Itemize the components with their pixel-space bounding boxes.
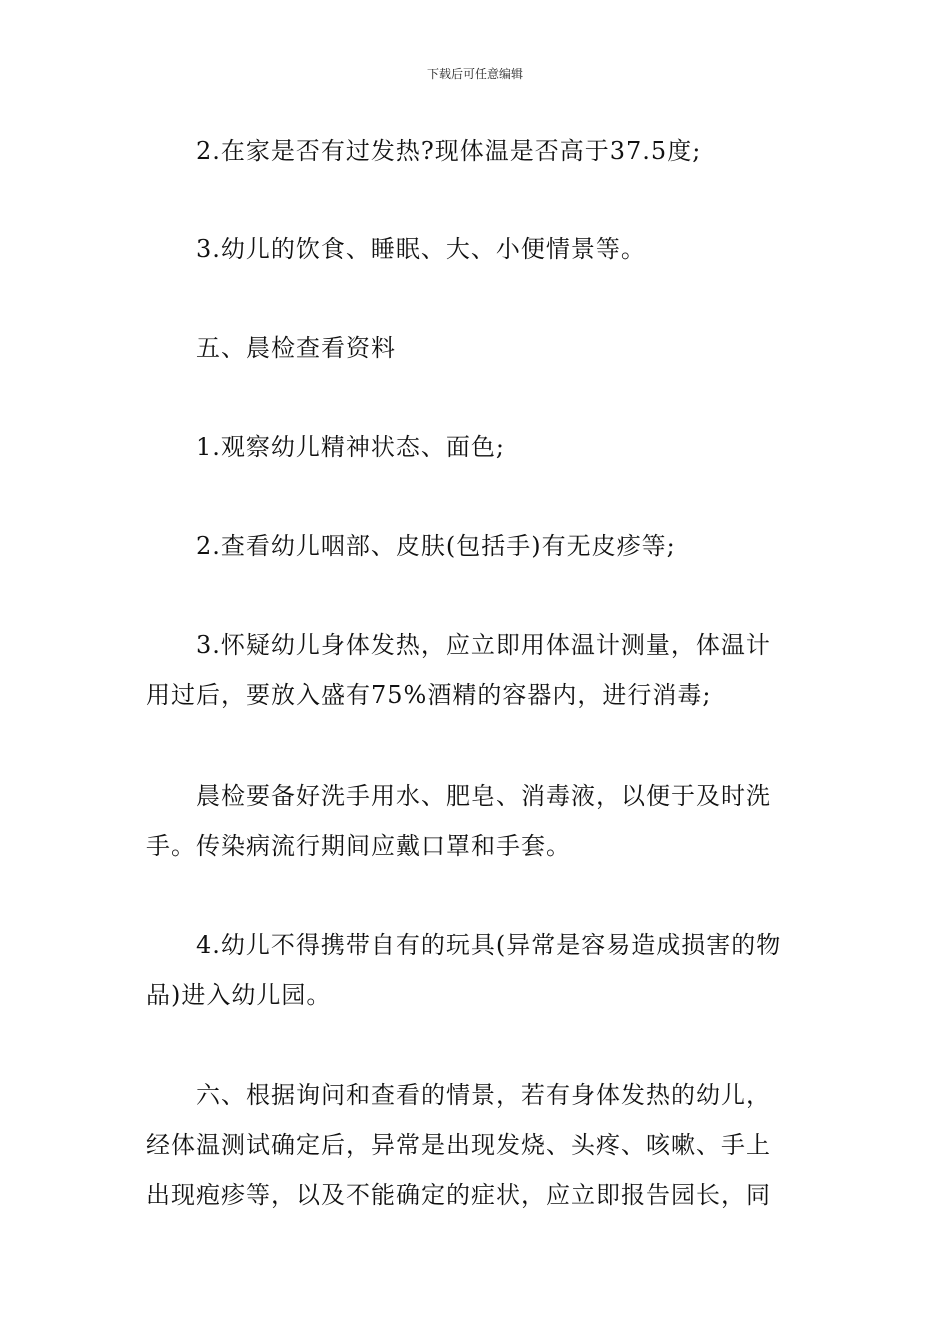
- text-line: 2.查看幼儿咽部、皮肤(包括手)有无皮疹等;: [196, 532, 676, 560]
- section-paragraph-report-fever: [146, 1070, 806, 1220]
- page-header: 下载后可任意编辑: [426, 67, 523, 81]
- text-line: 经体温测试确定后，异常是出现发烧、头疼、咳嗽、手上: [146, 1131, 771, 1159]
- text-line: 五、晨检查看资料: [196, 334, 396, 362]
- text-line: 手。传染病流行期间应戴口罩和手套。: [146, 832, 571, 860]
- text-line: 1.观察幼儿精神状态、面色;: [196, 433, 505, 461]
- paragraph-fever-check: [146, 126, 806, 176]
- text-line: 3.怀疑幼儿身体发热，应立即用体温计测量，体温计: [196, 631, 771, 659]
- text-line: 4.幼儿不得携带自有的玩具(异常是容易造成损害的物: [196, 931, 782, 959]
- text-line: 用过后，要放入盛有75%酒精的容器内，进行消毒;: [146, 681, 712, 709]
- paragraph-diet-sleep: [146, 224, 806, 274]
- paragraph-check-throat-skin: [146, 521, 806, 571]
- paragraph-thermometer: [146, 620, 806, 720]
- text-line: 晨检要备好洗手用水、肥皂、消毒液，以便于及时洗: [196, 782, 771, 810]
- text-line: 出现疱疹等，以及不能确定的症状，应立即报告园长，同: [146, 1181, 771, 1209]
- paragraph-handwash-supplies: [146, 771, 806, 871]
- text-line: 品)进入幼儿园。: [146, 981, 332, 1009]
- text-line: 六、根据询问和查看的情景，若有身体发热的幼儿，: [196, 1081, 771, 1109]
- text-line: 2.在家是否有过发热?现体温是否高于37.5度;: [196, 137, 702, 165]
- text-line: 3.幼儿的饮食、睡眠、大、小便情景等。: [196, 235, 646, 263]
- paragraph-no-toys: [146, 920, 806, 1020]
- section-heading-morning-check: [146, 323, 806, 373]
- paragraph-observe-spirit: [146, 422, 806, 472]
